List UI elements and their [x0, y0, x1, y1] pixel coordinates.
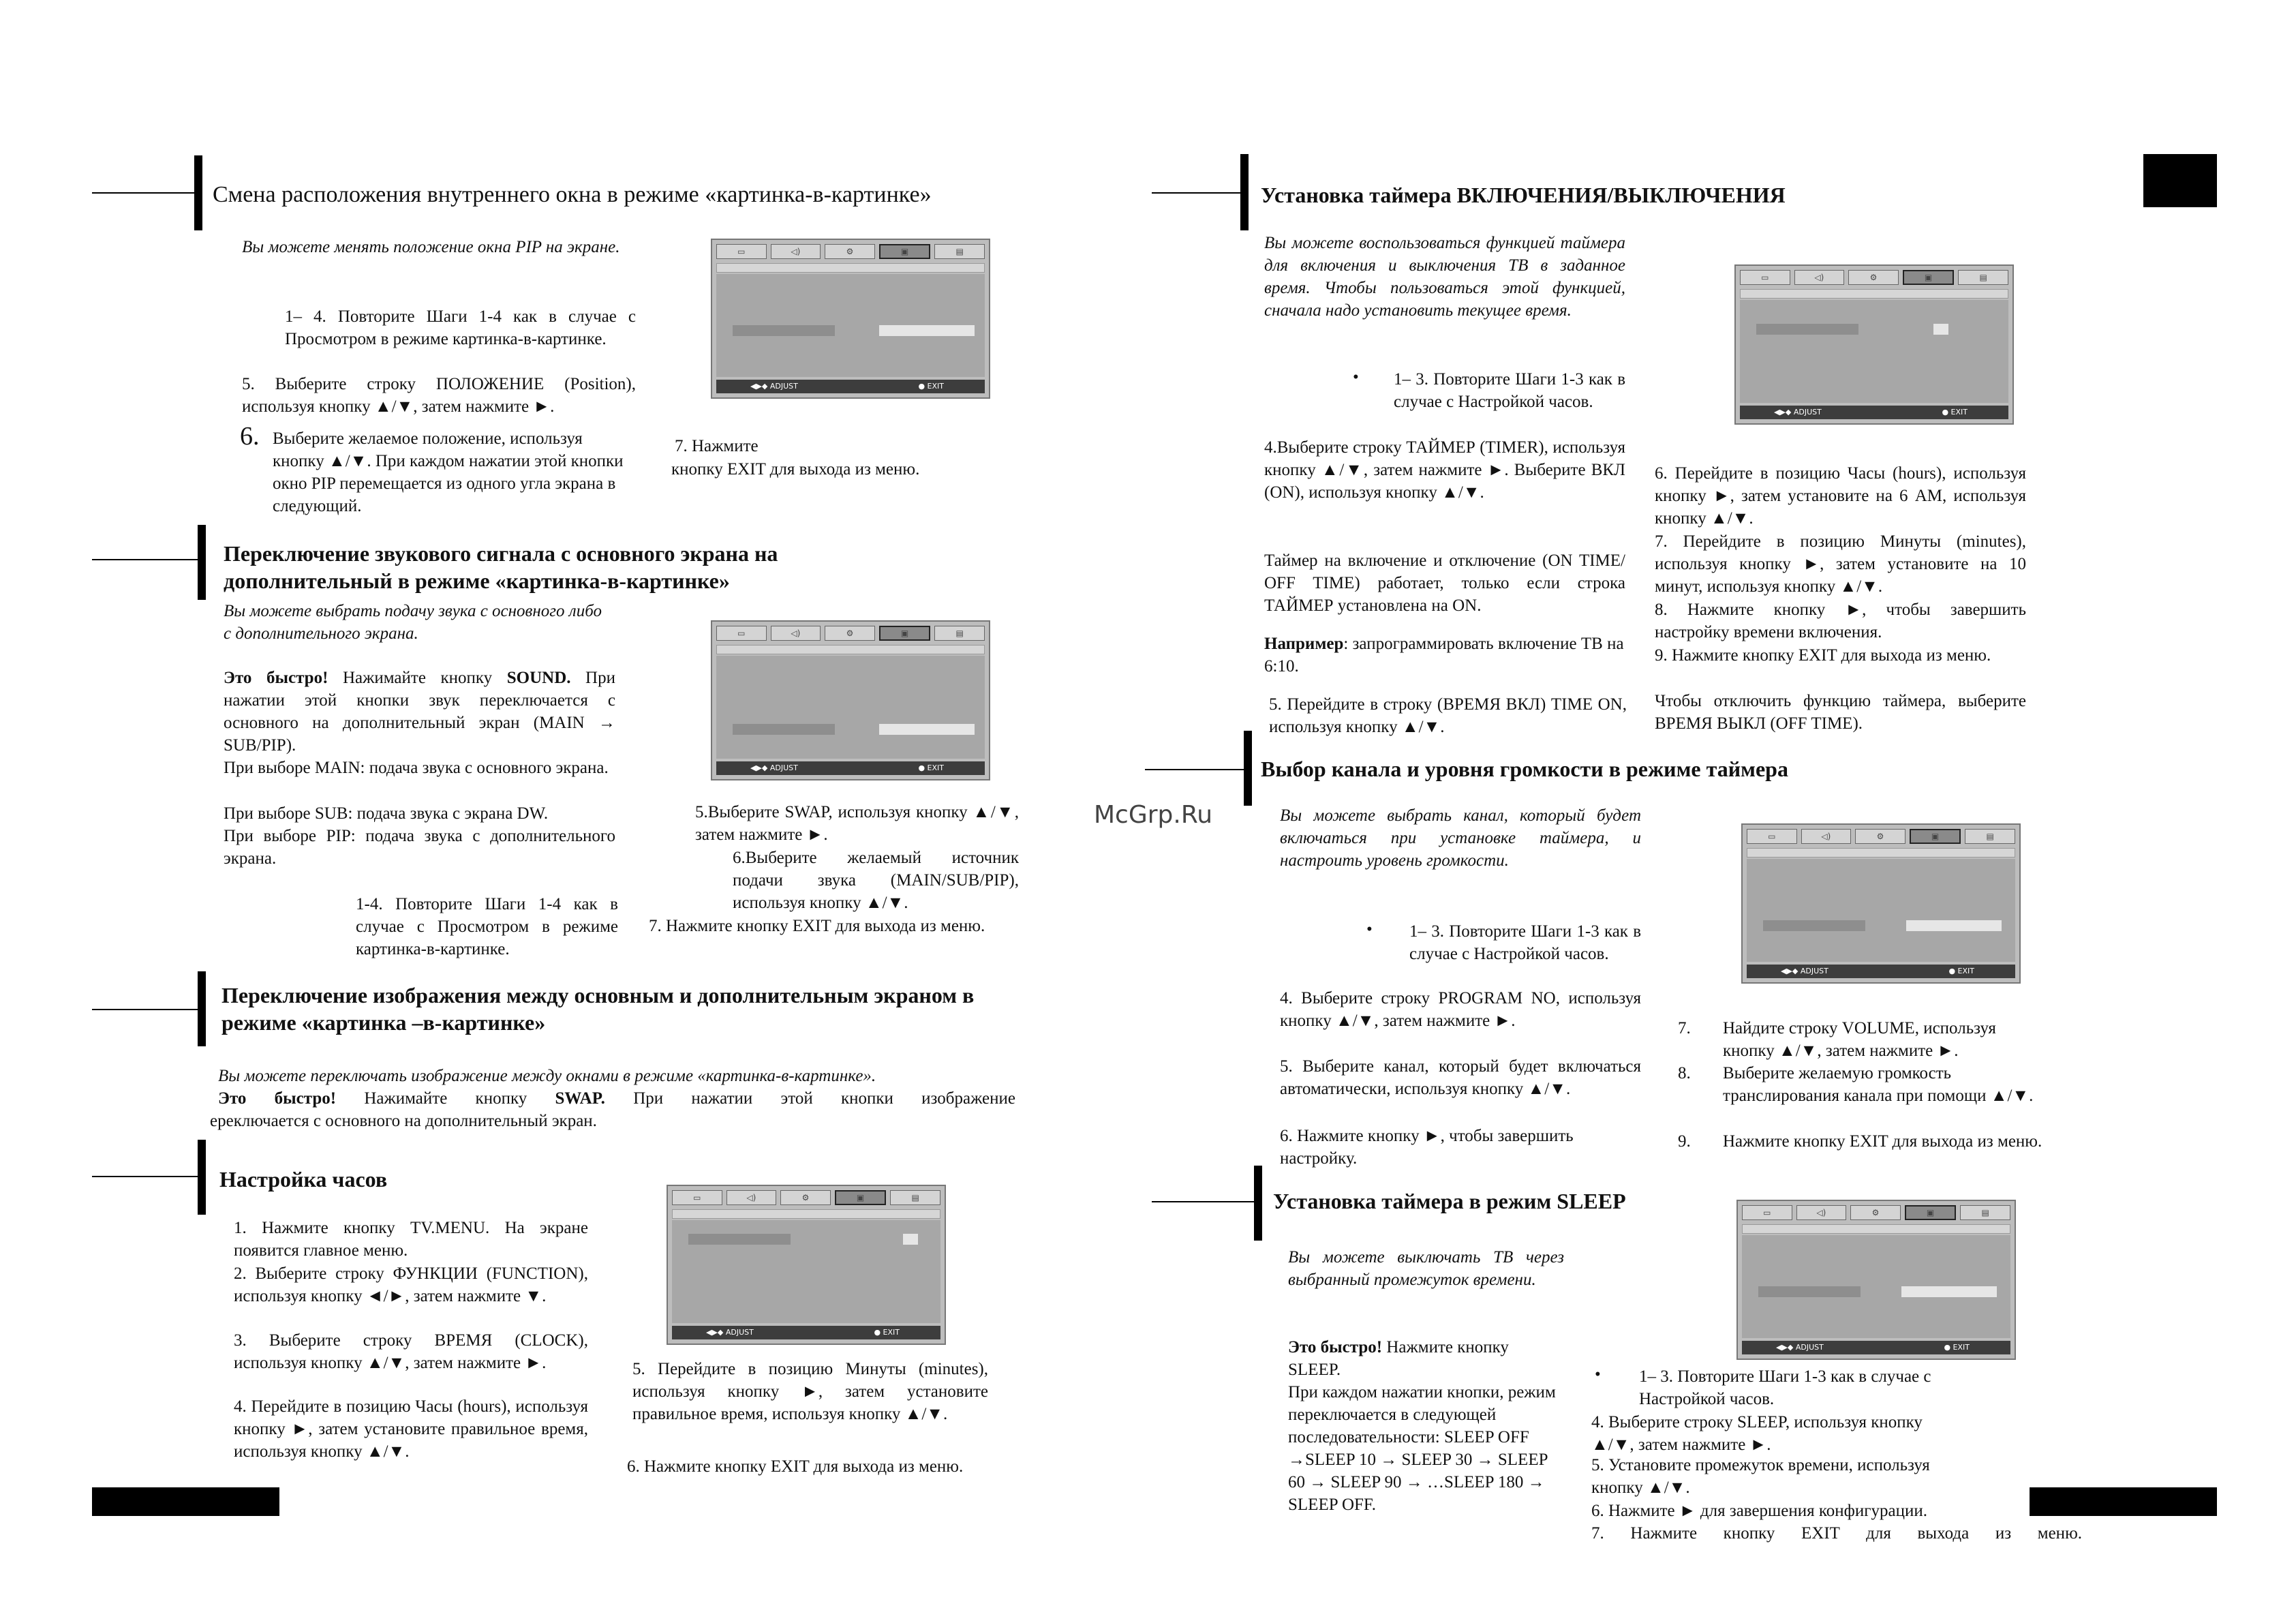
- sound-icon: ◁): [726, 1190, 777, 1205]
- info-text: При выборе PIP: подача звука с дополнительного экрана.: [224, 827, 615, 868]
- channel-icon: ▤: [934, 244, 985, 259]
- step-text: 6. Перейдите в позицию Часы (hours), используя кнопку ►, затем установите на 6 AM, используя кнопку ▲/▼.: [1655, 464, 2026, 528]
- step-text: 7. Перейдите в позицию Минуты (minutes), используя кнопку ►, затем установите на 10 минут, используя кнопку ▲/▼.: [1655, 532, 2026, 596]
- rule-line: [92, 1009, 198, 1010]
- quick-label: Это быстро!: [218, 1089, 337, 1108]
- exit-label: ● EXIT: [1944, 1343, 1970, 1352]
- function-tab-icon: ▣: [835, 1190, 887, 1205]
- quick-text: Это быстро! Нажимайте кнопку SWAP. При нажатии этой кнопки изображение: [218, 1089, 1015, 1108]
- intro-text: Вы можете выбрать канал, который будет включаться при установке таймера, и настроить уровень громкости.: [1280, 806, 1641, 870]
- channel-icon: ▤: [934, 626, 985, 641]
- function-icon: ⚙: [1855, 829, 1905, 844]
- step-text: 6. Нажмите ► для завершения конфигурации.: [1591, 1502, 1927, 1520]
- pip-icon: ▣: [879, 626, 931, 641]
- intro-text: Вы можете воспользоваться функцией таймера для включения и выключения ТВ в заданное время. Чтобы пользоваться этой функцией, сначала надо установить текущее время.: [1264, 234, 1625, 320]
- section-bar: [1254, 1166, 1262, 1241]
- page-corner-block: [2143, 154, 2217, 207]
- channel-icon: ▤: [1960, 1205, 2010, 1220]
- step-text: 7. Нажмите: [675, 437, 759, 455]
- pip-icon: ▣: [879, 244, 931, 259]
- step-text: 1– 3. Повторите Шаги 1-3 как в случае с Настройкой часов.: [1639, 1367, 1931, 1408]
- adjust-label: ◀▶◆ ADJUST: [1781, 967, 1828, 975]
- key-name: SOUND.: [506, 669, 571, 687]
- example-text: Например: запрограммировать включение ТВ на 6:10.: [1264, 635, 1624, 676]
- step-text: 3. Выберите строку ВРЕМЯ (CLOCK), используя кнопку ▲/▼, затем нажмите ►.: [234, 1331, 588, 1372]
- rule-line: [1145, 769, 1244, 770]
- adjust-label: ◀▶◆ ADJUST: [1774, 408, 1822, 416]
- function-icon: ⚙: [825, 244, 875, 259]
- adjust-label: ◀▶◆ ADJUST: [750, 763, 798, 772]
- function-icon: ⚙: [780, 1190, 831, 1205]
- info-text: При выборе MAIN: подача звука с основного экрана.: [224, 759, 609, 777]
- step-text: 4. Выберите строку PROGRAM NO, используя кнопку ▲/▼, затем нажмите ►.: [1280, 989, 1641, 1030]
- picture-icon: ▭: [1740, 270, 1790, 285]
- info-text: При выборе SUB: подача звука с экрана DW.: [224, 804, 549, 823]
- section-title: Выбор канала и уровня громкости в режиме таймера: [1261, 757, 1788, 781]
- section-title: Переключение звукового сигнала с основного экрана на дополнительный в режиме «картинка-в-картинке»: [224, 541, 778, 593]
- intro-text: Вы можете выключать ТВ через выбранный промежуток времени.: [1288, 1248, 1564, 1289]
- section-bar: [1244, 731, 1252, 806]
- step-text: кнопку EXIT для выхода из меню.: [671, 460, 920, 479]
- step-text: 5. Выберите канал, который будет включаться автоматически, используя кнопку ▲/▼.: [1280, 1057, 1641, 1098]
- section-title: Смена расположения внутреннего окна в режиме «картинка-в-картинке»: [213, 182, 932, 207]
- step-number: 9.: [1678, 1132, 1691, 1151]
- step-text: 5.Выберите SWAP, используя кнопку ▲/▼, затем нажмите ►.: [695, 803, 1019, 844]
- exit-label: ● EXIT: [1942, 408, 1968, 416]
- section-title: Установка таймера ВКЛЮЧЕНИЯ/ВЫКЛЮЧЕНИЯ: [1261, 183, 1786, 207]
- channel-icon: ▤: [1965, 829, 2015, 844]
- exit-label: ● EXIT: [874, 1328, 900, 1337]
- step-text: Найдите строку VOLUME, используя кнопку ▲/▼, затем нажмите ►.: [1723, 1019, 1996, 1060]
- quick-label: Это быстро!: [224, 669, 328, 687]
- bullet: •: [1353, 368, 1359, 386]
- intro-text: Вы можете выбрать подачу звука с основного либо с дополнительного экрана.: [224, 602, 602, 643]
- watermark: McGrp.Ru: [1094, 801, 1213, 829]
- function-tab-icon: ▣: [1905, 1205, 1957, 1220]
- exit-label: ● EXIT: [918, 382, 944, 391]
- step-text: 4. Выберите строку SLEEP, используя кнопку ▲/▼, затем нажмите ►.: [1591, 1413, 1923, 1454]
- info-text: Чтобы отключить функцию таймера, выберите ВРЕМЯ ВЫКЛ (OFF TIME).: [1655, 692, 2026, 733]
- channel-icon: ▤: [1958, 270, 2008, 285]
- function-icon: ⚙: [1850, 1205, 1901, 1220]
- adjust-label: ◀▶◆ ADJUST: [750, 382, 798, 391]
- step-text: 1. Нажмите кнопку TV.MENU. На экране появится главное меню.: [234, 1219, 588, 1260]
- tv-menu-screen: [1736, 1200, 2016, 1360]
- section-title: Настройка часов: [219, 1167, 388, 1192]
- bullet: •: [1595, 1365, 1601, 1384]
- tv-menu-screen: [711, 620, 990, 780]
- intro-text: Вы можете менять положение окна PIP на экране.: [242, 238, 620, 256]
- step-text: Нажмите кнопку EXIT для выхода из меню.: [1723, 1132, 2042, 1151]
- page-footer-bar: [2030, 1487, 2217, 1516]
- step-text: 1– 3. Повторите Шаги 1-3 как в случае с Настройкой часов.: [1394, 370, 1625, 411]
- channel-icon: ▤: [890, 1190, 940, 1205]
- exit-label: ● EXIT: [1948, 967, 1974, 975]
- step-text: 6. Нажмите кнопку EXIT для выхода из меню.: [627, 1457, 964, 1476]
- sound-icon: ◁): [1794, 270, 1845, 285]
- step-number: 7.: [1678, 1019, 1691, 1037]
- step-text: 6. Нажмите кнопку ►, чтобы завершить настройку.: [1280, 1127, 1574, 1168]
- step-text: Выберите желаемое положение, используя кнопку ▲/▼. При каждом нажатии этой кнопки окно PIP перемещается из одного угла экрана в следующий.: [273, 429, 624, 515]
- sound-icon: ◁): [1801, 829, 1852, 844]
- function-tab-icon: ▣: [1910, 829, 1961, 844]
- rule-line: [92, 1176, 198, 1177]
- step-text: 5. Перейдите в строку (ВРЕМЯ ВКЛ) TIME ON, используя кнопку ▲/▼.: [1269, 695, 1627, 736]
- step-text: 1-4. Повторите Шаги 1-4 как в случае с Просмотром в режиме картинка-в-картинке.: [356, 895, 618, 958]
- example-label: Например: [1264, 635, 1344, 653]
- adjust-label: ◀▶◆ ADJUST: [1776, 1343, 1824, 1352]
- rule-line: [92, 192, 194, 194]
- sound-icon: ◁): [1796, 1205, 1847, 1220]
- picture-icon: ▭: [716, 626, 767, 641]
- page-footer-bar: [92, 1487, 279, 1516]
- step-text: 1– 4. Повторите Шаги 1-4 как в случае с Просмотром в режиме картинка-в-картинке.: [285, 307, 636, 348]
- section-bar: [1240, 154, 1249, 230]
- exit-label: ● EXIT: [918, 763, 944, 772]
- picture-icon: ▭: [1742, 1205, 1792, 1220]
- step-text: 6.Выберите желаемый источник подачи звука (MAIN/SUB/PIP), используя кнопку ▲/▼.: [733, 849, 1019, 912]
- function-tab-icon: ▣: [1903, 270, 1955, 285]
- step-text: 5. Перейдите в позицию Минуты (minutes), используя кнопку ►, затем установите правильное время, используя кнопку ▲/▼.: [632, 1360, 988, 1423]
- info-text: ереключается с основного на дополнительный экран.: [210, 1112, 597, 1130]
- picture-icon: ▭: [716, 244, 767, 259]
- section-bar: [198, 525, 206, 600]
- section-bar: [194, 155, 202, 230]
- step-text: 1– 3. Повторите Шаги 1-3 как в случае с Настройкой часов.: [1409, 922, 1641, 963]
- info-text: При каждом нажатии кнопки, режим переключается в следующей последовательности: SLEEP OFF →SLEEP 10 → SLEEP 30 → SLEEP 60 → SLEEP 90 → …SLEEP 180 → SLEEP OFF.: [1288, 1383, 1556, 1514]
- step-text: 4.Выберите строку ТАЙМЕР (TIMER), используя кнопку ▲/▼, затем нажмите ►. Выберите ВКЛ (ON), используя кнопку ▲/▼.: [1264, 438, 1625, 502]
- quick-label: Это быстро!: [1288, 1338, 1383, 1356]
- step-text: 5. Выберите строку ПОЛОЖЕНИЕ (Position), используя кнопку ▲/▼, затем нажмите ►.: [242, 375, 636, 416]
- function-icon: ⚙: [1848, 270, 1899, 285]
- tv-menu-screen: [667, 1185, 946, 1345]
- intro-text: Вы можете переключать изображение между окнами в режиме «картинка-в-картинке».: [218, 1067, 876, 1085]
- picture-icon: ▭: [1747, 829, 1797, 844]
- sound-icon: ◁): [771, 626, 821, 641]
- picture-icon: ▭: [672, 1190, 722, 1205]
- section-bar: [198, 971, 206, 1046]
- tv-menu-screen: [1734, 264, 2014, 425]
- adjust-label: ◀▶◆ ADJUST: [706, 1328, 754, 1337]
- note-text: Таймер на включение и отключение (ON TIME/ OFF TIME) работает, только если строка ТАЙМЕР установлена на ON.: [1264, 551, 1625, 615]
- quick-text: Это быстро! Нажмите кнопку SLEEP.: [1288, 1338, 1509, 1379]
- function-icon: ⚙: [825, 626, 875, 641]
- rule-line: [1152, 1201, 1254, 1202]
- step-text: 8. Нажмите кнопку ►, чтобы завершить настройку времени включения.: [1655, 601, 2026, 641]
- key-name: SWAP.: [555, 1089, 605, 1108]
- step-text: 2. Выберите строку ФУНКЦИИ (FUNCTION), используя кнопку ◄/►, затем нажмите ▼.: [234, 1264, 588, 1305]
- rule-line: [92, 559, 198, 560]
- rule-line: [1152, 192, 1240, 194]
- step-number: 6.: [240, 422, 260, 451]
- step-text: 7. Нажмите кнопку EXIT для выхода из меню.: [649, 917, 985, 935]
- sound-icon: ◁): [771, 244, 821, 259]
- quick-text: Это быстро! Нажимайте кнопку SOUND. При нажатии этой кнопки звук переключается с основного на дополнительный экран (MAIN → SUB/PIP).: [224, 669, 615, 755]
- step-text: 9. Нажмите кнопку EXIT для выхода из меню.: [1655, 646, 1991, 665]
- step-text: 7. Нажмите кнопку EXIT для выхода из меню.: [1591, 1524, 2082, 1543]
- bullet: •: [1366, 920, 1373, 939]
- step-text: Выберите желаемую громкость транслирования канала при помощи ▲/▼.: [1723, 1064, 2034, 1105]
- step-text: 5. Установите промежуток времени, используя кнопку ▲/▼.: [1591, 1456, 1930, 1497]
- tv-menu-screen: [711, 239, 990, 399]
- step-number: 8.: [1678, 1064, 1691, 1082]
- section-title: Установка таймера в режим SLEEP: [1273, 1189, 1626, 1213]
- section-bar: [198, 1140, 206, 1215]
- section-title: Переключение изображения между основным и дополнительным экраном в режиме «картинка –в-картинке»: [221, 983, 975, 1035]
- tv-menu-screen: [1741, 823, 2021, 984]
- step-text: 4. Перейдите в позицию Часы (hours), используя кнопку ►, затем установите правильное время, используя кнопку ▲/▼.: [234, 1397, 588, 1461]
